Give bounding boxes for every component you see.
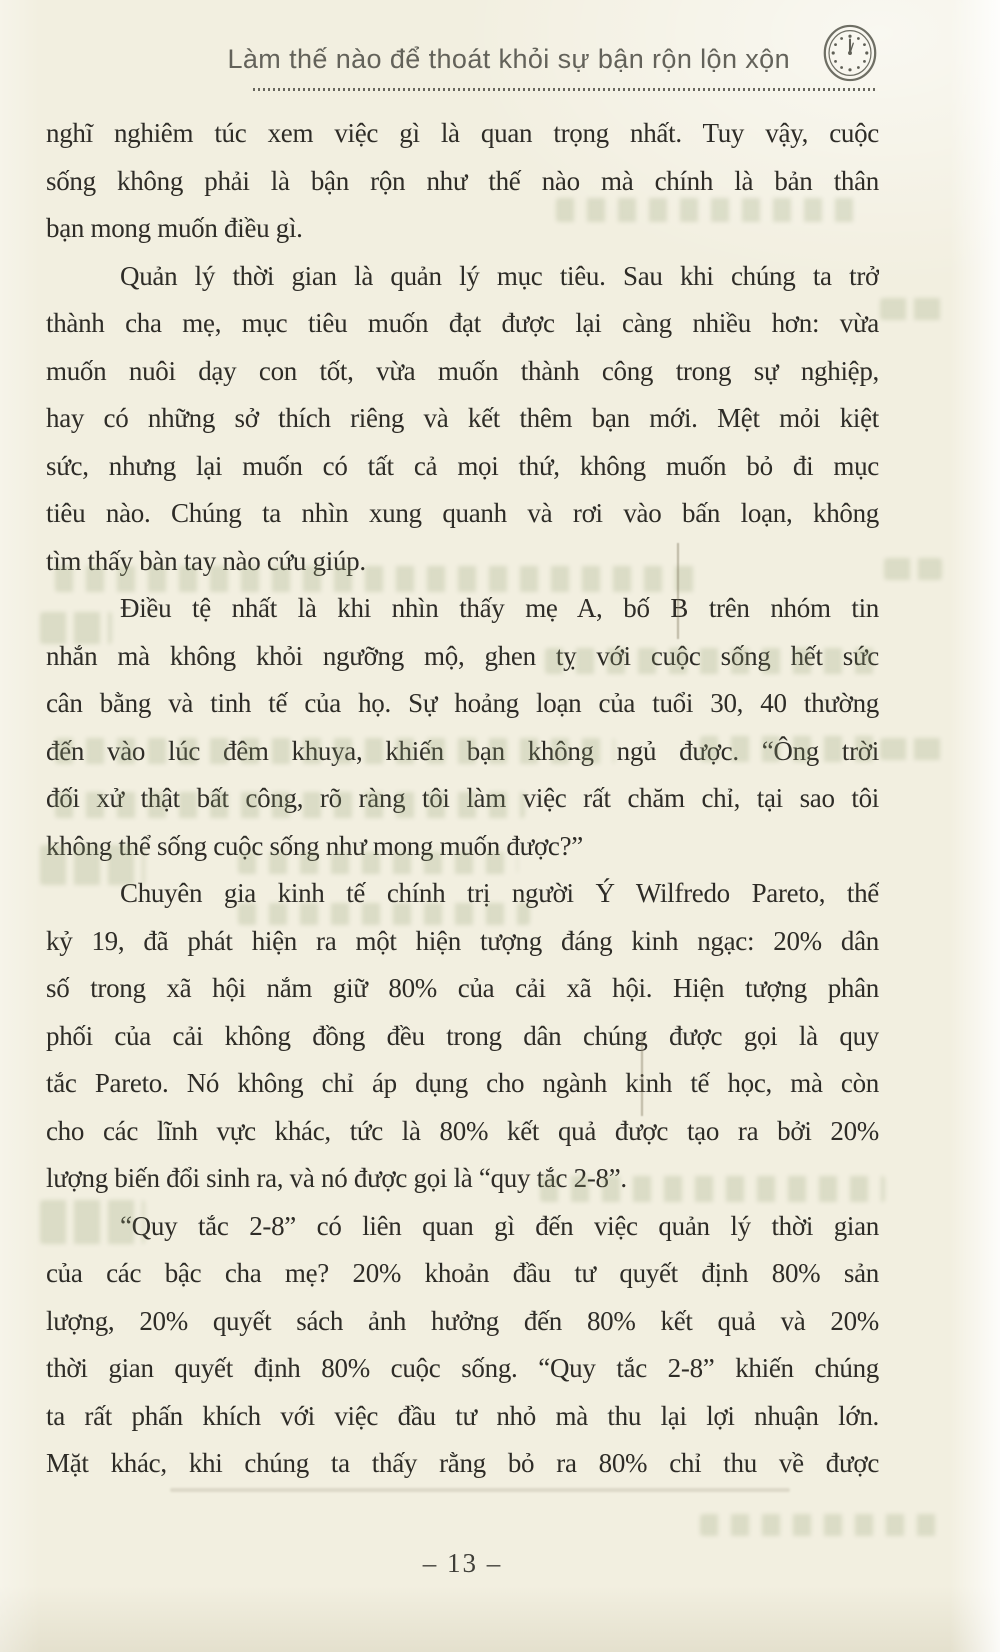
bleed-through-mark [880,298,942,320]
body-line: ta rất phấn khích với việc đầu tư nhỏ mà thu lại lợi nhuận lớn. [46,1400,879,1431]
body-line: muốn nuôi dạy con tốt, vừa muốn thành công trong sự nghiệp, [46,355,879,386]
body-line: hay có những sở thích riêng và kết thêm bạn mới. Mệt mỏi kiệt [46,403,879,433]
body-line: tiêu nào. Chúng ta nhìn xung quanh và rơi vào bấn loạn, không [46,498,879,528]
body-line: đối xử thật bất công, rõ ràng tôi làm việc rất chăm chỉ, tại sao tôi [46,783,879,813]
bleed-through-mark [55,566,700,592]
bleed-through-mark [40,612,112,644]
bleed-through-mark [55,738,615,764]
body-line: Mặt khác, khi chúng ta thấy rằng bỏ ra 80% chỉ thu về được [46,1448,879,1478]
body-line: tìm thấy bàn tay nào cứu giúp. [46,545,366,576]
bleed-through-mark [880,738,942,760]
body-line: nghĩ nghiêm túc xem việc gì là quan trọng nhất. Tuy vậy, cuộc [46,118,879,148]
body-line: kỷ 19, đã phát hiện ra một hiện tượng đáng kinh ngạc: 20% dân [46,925,879,956]
body-line: thời gian quyết định 80% cuộc sống. “Quy tắc 2-8” khiến chúng [46,1353,879,1383]
running-header-title: Làm thế nào để thoát khỏi sự bận rộn lộn xộn [227,44,790,74]
body-line: Chuyên gia kinh tế chính trị người Ý Wilfredo Pareto, thế [120,878,879,908]
body-line: Quản lý thời gian là quản lý mục tiêu. Sau khi chúng ta trở [120,260,879,291]
bleed-through-mark [540,1176,885,1202]
clock-icon [822,22,878,89]
bleed-through-mark [238,903,530,925]
body-line: thành cha mẹ, mục tiêu muốn đạt được lại càng nhiều hơn: vừa [46,308,879,338]
page-footer [46,1548,879,1579]
bleed-through-mark [40,845,145,885]
body-line: “Quy tắc 2-8” có liên quan gì đến việc quản lý thời gian [120,1210,879,1241]
page-number: – 13 – [422,1548,503,1578]
body-line: không thể sống cuộc sống như mong muốn được?” [46,830,583,861]
body-line: đến vào lúc đêm khuya, khiến bạn không ngủ được. “Ông trời [46,735,879,766]
bleed-through-mark [700,1514,945,1536]
body-line: bạn mong muốn điều gì. [46,213,303,243]
bleed-through-mark [884,558,942,580]
bleed-through-mark [545,648,875,674]
body-line: lượng biến đổi sinh ra, và nó được gọi là “quy tắc 2-8”. [46,1163,627,1193]
paragraph [46,110,879,253]
body-line: của các bậc cha mẹ? 20% khoản đầu tư quyết định 80% sản [46,1258,879,1288]
body-line: Điều tệ nhất là khi nhìn thấy mẹ A, bố B trên nhóm tin [120,593,879,623]
body-line: tắc Pareto. Nó không chỉ áp dụng cho ngành kinh tế học, mà còn [46,1068,879,1098]
body-line: cho các lĩnh vực khác, tức là 80% kết quả được tạo ra bởi 20% [46,1115,879,1146]
body-line: số trong xã hội nắm giữ 80% của cải xã hội. Hiện tượng phân [46,973,879,1003]
crease-line [677,543,679,639]
bleed-through-mark [55,792,525,818]
body-line: lượng, 20% quyết sách ảnh hưởng đến 80% kết quả và 20% [46,1305,879,1336]
body-line: nhắn mà không khỏi ngưỡng mộ, ghen tỵ với cuộc sống hết sức [46,640,879,671]
paragraph [46,1203,879,1488]
paragraph [46,585,879,870]
paragraph [46,253,879,586]
bleed-through-mark [170,1488,790,1492]
bleed-through-mark [238,852,518,874]
body-line: cân bằng và tinh tế của họ. Sự hoảng loạn của tuổi 30, 40 thường [46,688,879,718]
bleed-through-mark [700,736,880,762]
body-line: sống không phải là bận rộn như thế nào mà chính là bản thân [46,165,879,196]
body-line: sức, nhưng lại muốn có tất cả mọi thứ, không muốn bỏ đi mục [46,450,879,481]
crease-line [641,1034,643,1116]
body-line: phối của cải không đồng đều trong dân chúng được gọi là quy [46,1020,879,1051]
bleed-through-mark [40,1200,145,1244]
header-dotted-rule [253,88,877,91]
bleed-through-mark [556,198,856,222]
